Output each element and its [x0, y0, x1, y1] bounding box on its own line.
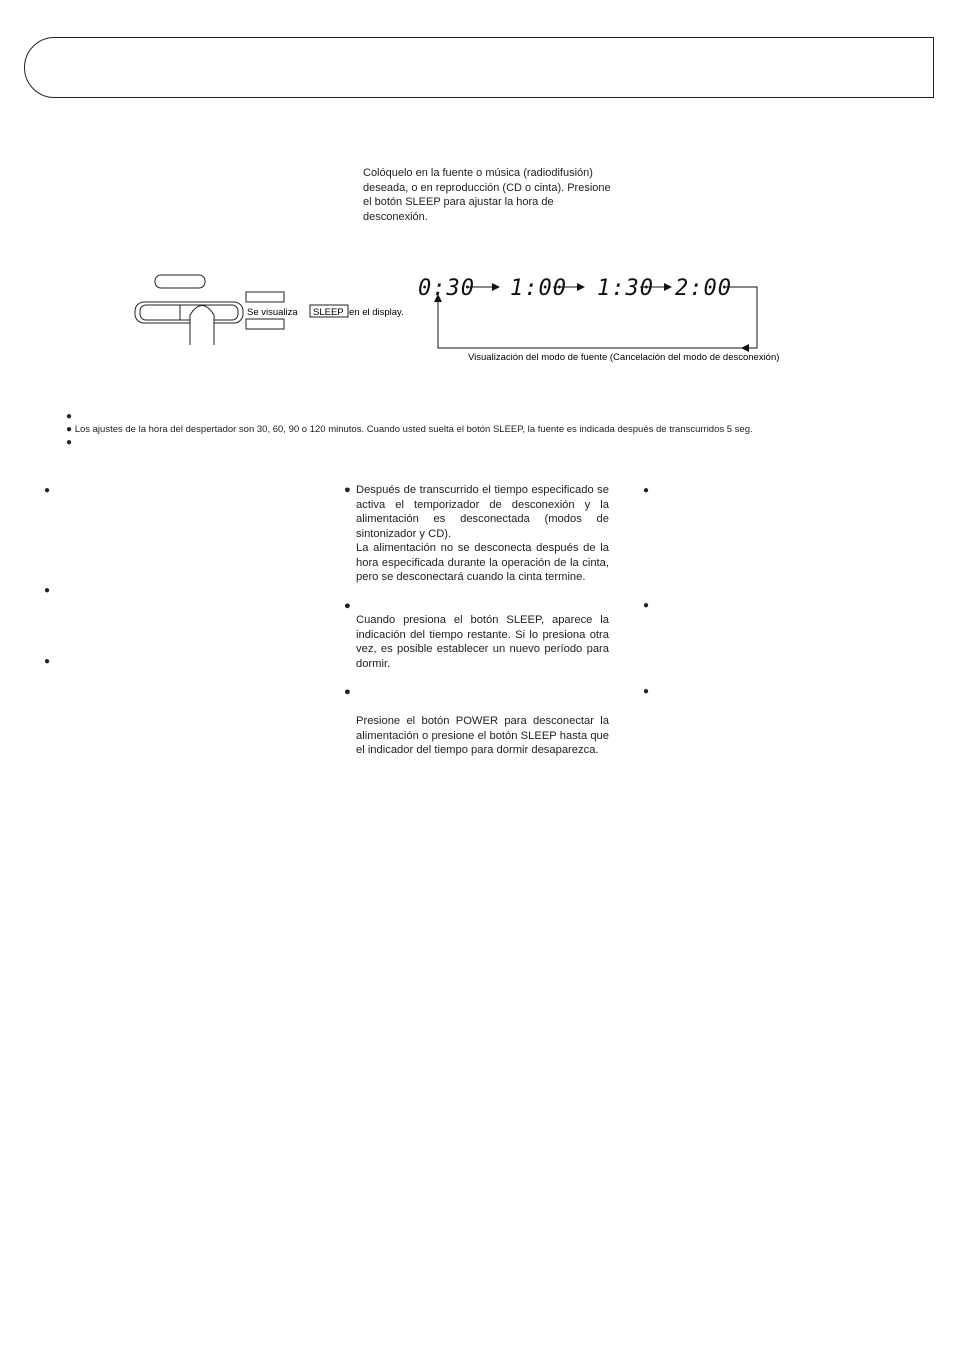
time-1-30: 1:30 [597, 276, 654, 301]
note-item-3: ● [66, 437, 73, 448]
col1-bullet-1: ● [44, 485, 51, 496]
col2-p2: La alimentación no se desconecta después de la hora especificada durante la operación de la cinta, pero se desconectará cuando la cinta termine. [356, 542, 609, 583]
time-0-30: 0:30 [418, 276, 475, 301]
col1-bullet-3: ● [44, 656, 51, 667]
column-2-text [344, 483, 609, 758]
sleep-sequence-diagram [0, 260, 954, 370]
return-caption: Visualización del modo de fuente (Cancelación del modo de desconexión) [468, 352, 780, 363]
note-item-2: ● Los ajustes de la hora del despertador son 30, 60, 90 o 120 minutos. Cuando usted suelta el botón SLEEP, la fuente es indicada después de transcurridos 5 seg. [66, 424, 753, 435]
intro-instructions: Colóquelo en la fuente o música (radiodifusión) deseada, o en reproducción (CD o cinta). Presione el botón SLEEP para ajustar la hora de desconexión. [363, 167, 611, 223]
time-1-00: 1:00 [510, 276, 567, 301]
note-item-1: ● [66, 411, 73, 422]
col3-bullet-3: ● [643, 686, 650, 697]
return-line [438, 295, 757, 348]
col2-p4: Presione el botón POWER para desconectar la alimentación o presione el botón SLEEP hasta que el indicador del tiempo para dormir desaparezca. [356, 715, 609, 756]
col3-bullet-2: ● [643, 600, 650, 611]
col2-item-2: ● Cuando presiona el botón SLEEP, aparece la indicación del tiempo restante. Si lo presiona otra vez, es posible establecer un nuevo período para dormir. [344, 599, 609, 670]
col2-item-1: ● Después de transcurrido el tiempo especificado se activa el temporizador de desconexión y la alimentación es desconectada (modos de sintonizador y CD). La alimentación no se desconecta después de la hora especificada durante la operación de la cinta, pero se desconectará cuando la cinta termine. [344, 484, 609, 583]
display-suffix: en el display. [349, 307, 404, 318]
col1-bullet-2: ● [44, 585, 51, 596]
col2-p1: Después de transcurrido el tiempo especificado se activa el temporizador de desconexión y la alimentación es desconectada (modos de sintonizador y CD). [356, 484, 609, 540]
display-prefix: Se visualiza [247, 307, 298, 318]
time-2-00: 2:00 [675, 276, 732, 301]
section-header-frame [24, 37, 934, 98]
notes-list [66, 410, 926, 449]
col2-p3: Cuando presiona el botón SLEEP, aparece la indicación del tiempo restante. Si lo presiona otra vez, es posible establecer un nuevo período para dormir. [356, 614, 609, 670]
display-label: SLEEP [313, 307, 344, 318]
col2-item-3: ● Presione el botón POWER para desconectar la alimentación o presione el botón SLEEP hasta que el indicador del tiempo para dormir desaparezca. [344, 686, 609, 756]
col3-bullet-1: ● [643, 485, 650, 496]
